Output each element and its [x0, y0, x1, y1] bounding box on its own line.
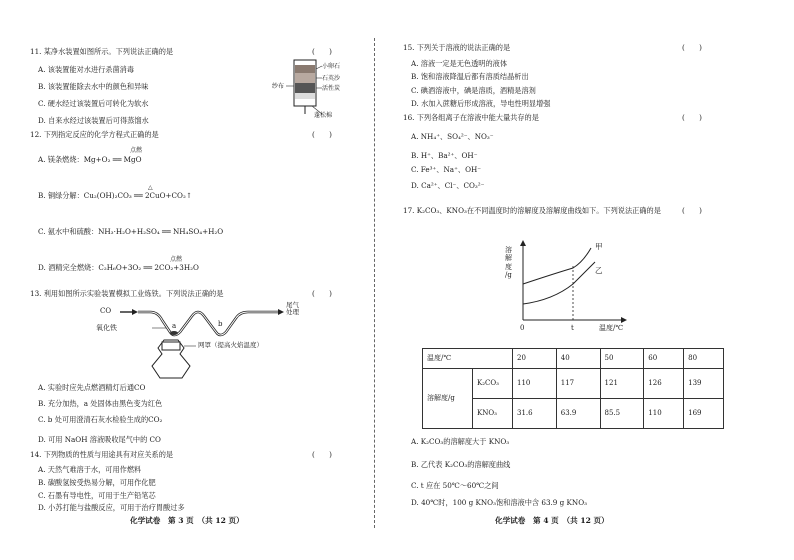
iron-smelting-apparatus: [96, 301, 310, 382]
q16-option-a: A. NH₄⁺、SO₄²⁻、NO₃⁻: [411, 132, 494, 141]
table-k2co3-cell: 121: [600, 369, 644, 399]
q12-a-condition: 点燃: [130, 147, 143, 154]
table-header-temp-label: 温度/℃: [423, 349, 513, 369]
q16-stem: 16. 下列各组离子在溶液中能大量共存的是: [403, 113, 539, 122]
q11-option-d: D. 自来水经过该装置后可得蒸馏水: [38, 116, 149, 125]
purifier-label-carbon: 活性炭: [322, 85, 341, 92]
table-kno3-cell: 169: [684, 399, 724, 429]
q13-option-d: D. 可用 NaOH 溶液吸收尾气中的 CO: [38, 435, 161, 444]
q14-stem: 14. 下列物质的性质与用途具有对应关系的是: [30, 450, 174, 459]
table-k2co3-cell: 126: [644, 369, 684, 399]
q13-answer-paren[interactable]: ( ): [312, 289, 332, 298]
q15-option-c: C. 碘酒溶液中，碘是溶质，酒精是溶剂: [411, 86, 536, 95]
table-k2co3-cell: 117: [556, 369, 600, 399]
column-divider: [374, 38, 375, 528]
q14-option-a: A. 天然气难溶于水，可用作燃料: [38, 465, 142, 474]
apparatus-lamp-label: 网罩（提高火焰温度）: [198, 341, 263, 349]
q14-option-d: D. 小苏打能与盐酸反应，可用于治疗胃酸过多: [38, 503, 185, 512]
purifier-label-pebbles: 小卵石: [322, 63, 341, 70]
q15-answer-paren[interactable]: ( ): [682, 43, 702, 52]
purifier-label-gauze: 纱布: [272, 83, 285, 90]
table-kno3-cell: 85.5: [600, 399, 644, 429]
table-row: [423, 349, 724, 369]
apparatus-co-label: CO: [100, 307, 112, 315]
apparatus-b-label: b: [218, 320, 223, 328]
q17-option-c: C. t 应在 50℃～60℃之间: [411, 481, 499, 490]
table-kno3-cell: 110: [644, 399, 684, 429]
q17-answer-paren[interactable]: ( ): [682, 206, 702, 215]
table-row: [423, 369, 724, 399]
solubility-curve-graph: [503, 238, 653, 336]
q16-option-c: C. Fe³⁺、Na⁺、OH⁻: [411, 165, 482, 174]
q13-option-b: B. 充分加热，a 处固体由黑色变为红色: [38, 399, 163, 408]
table-kno3-cell: 31.6: [513, 399, 557, 429]
q11-stem: 11. 某净水装置如图所示。下列说法正确的是: [30, 47, 174, 56]
right-page-footer: 化学试卷 第 4 页 （共 12 页）: [495, 516, 609, 525]
table-kno3-label: KNO₃: [473, 399, 513, 429]
q16-option-d: D. Ca²⁺、Cl⁻、CO₃²⁻: [411, 181, 485, 190]
q12-option-c: C. 氨水中和硫酸：NH₃·H₂O+H₂SO₄ ══ NH₄SO₄+H₂O: [38, 227, 224, 236]
graph-y-axis-label: 溶 解 度 /g: [505, 246, 512, 280]
table-k2co3-label: K₂CO₃: [473, 369, 513, 399]
table-k2co3-cell: 110: [513, 369, 557, 399]
graph-origin-label: 0: [520, 324, 525, 332]
apparatus-exhaust-label: 尾气 处理: [286, 301, 299, 316]
q12-stem: 12. 下列指定反应的化学方程式正确的是: [30, 130, 159, 139]
water-purifier-figure: [272, 56, 342, 122]
q11-option-c: C. 硬水经过该装置后可转化为软水: [38, 99, 149, 108]
q12-option-a: A. 镁条燃烧：Mg+O₂ ══ MgO: [38, 155, 142, 164]
q12-option-b: B. 铜绿分解：Cu₂(OH)₂CO₃ ══ 2CuO+CO₂↑: [38, 191, 192, 200]
q12-answer-paren[interactable]: ( ): [312, 130, 332, 139]
q15-stem: 15. 下列关于溶液的说法正确的是: [403, 43, 511, 52]
q17-option-d: D. 40℃时，100 g KNO₃饱和溶液中含 63.9 g KNO₃: [411, 498, 587, 507]
q17-stem: 17. K₂CO₃、KNO₃在不同温度时的溶解度及溶解度曲线如下。下列说法正确的是: [403, 206, 661, 215]
q13-stem: 13. 利用如图所示实验装置模拟工业炼铁。下列说法正确的是: [30, 289, 224, 298]
q15-option-a: A. 溶液一定是无色透明的液体: [411, 59, 508, 68]
graph-t-label: t: [571, 324, 574, 332]
table-temp-cell: 20: [513, 349, 557, 369]
purifier-label-cotton: 蓬松棉: [314, 112, 333, 119]
table-temp-cell: 50: [600, 349, 644, 369]
table-solubility-label: 溶解度/g: [423, 369, 473, 429]
q13-option-c: C. b 处可用澄清石灰水检验生成的CO₂: [38, 415, 163, 424]
q12-d-condition: 点燃: [170, 256, 183, 263]
q11-option-b: B. 该装置能除去水中的颜色和异味: [38, 82, 149, 91]
q15-option-d: D. 水加入蔗糖后形成溶液，导电性明显增强: [411, 99, 551, 108]
q12-b-condition: △: [148, 184, 153, 191]
q17-option-a: A. K₂CO₃的溶解度大于 KNO₃: [411, 437, 510, 446]
graph-x-axis-label: 温度/℃: [599, 324, 624, 332]
purifier-label-sand: 石英沙: [322, 75, 341, 82]
graph-curve-yi-label: 乙: [595, 266, 603, 275]
table-kno3-cell: 63.9: [556, 399, 600, 429]
q14-answer-paren[interactable]: ( ): [312, 450, 332, 459]
q13-option-a: A. 实验时应先点燃酒精灯后通CO: [38, 383, 146, 392]
q17-option-b: B. 乙代表 K₂CO₃的溶解度曲线: [411, 460, 511, 469]
table-temp-cell: 40: [556, 349, 600, 369]
q11-answer-paren[interactable]: ( ): [312, 47, 332, 56]
left-page-footer: 化学试卷 第 3 页 （共 12 页）: [130, 516, 244, 525]
q15-option-b: B. 饱和溶液降温后都有溶质结晶析出: [411, 72, 529, 81]
table-temp-cell: 80: [684, 349, 724, 369]
graph-curve-jia-label: 甲: [595, 242, 603, 251]
q12-option-d: D. 酒精完全燃烧：C₂H₆O+3O₂ ══ 2CO₂+3H₂O: [38, 263, 199, 272]
solubility-table: [422, 348, 724, 429]
apparatus-a-label: a: [172, 322, 177, 330]
q11-option-a: A. 该装置能对水进行杀菌消毒: [38, 65, 135, 74]
q14-option-b: B. 碳酸氢铵受热易分解，可用作化肥: [38, 478, 156, 487]
table-temp-cell: 60: [644, 349, 684, 369]
q16-option-b: B. H⁺、Ba²⁺、OH⁻: [411, 151, 478, 160]
apparatus-oxide-label: 氧化铁: [96, 324, 117, 332]
q14-option-c: C. 石墨有导电性，可用于生产铅笔芯: [38, 491, 156, 500]
table-k2co3-cell: 139: [684, 369, 724, 399]
q16-answer-paren[interactable]: ( ): [682, 113, 702, 122]
